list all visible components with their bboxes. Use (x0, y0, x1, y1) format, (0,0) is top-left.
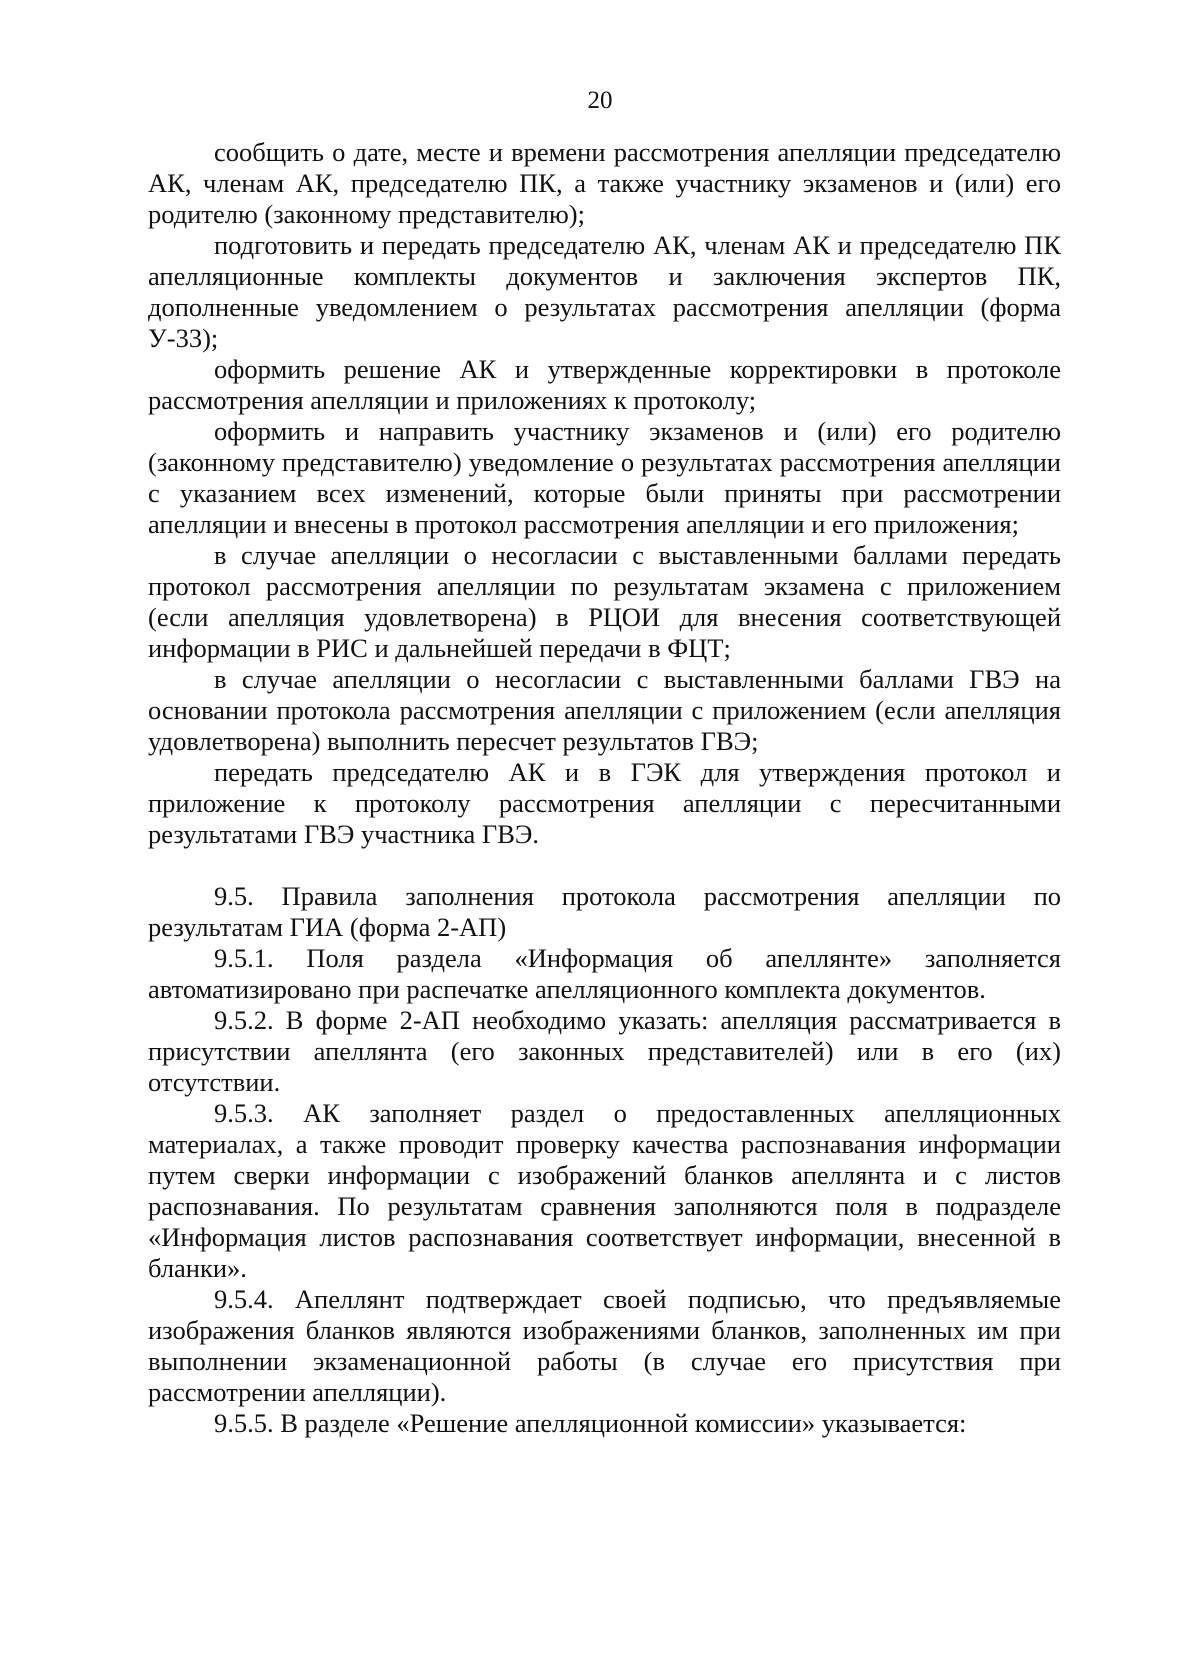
paragraph-recalculate-gve: в случае апелляции о несогласии с выставленными баллами ГВЭ на основании протокола рассмотрения апелляции с приложением (если апелляция удовлетворена) выполнить пересчет результатов ГВЭ; (148, 664, 1061, 756)
paragraph-9-5-1: 9.5.1. Поля раздела «Информация об апеллянте» заполняется автоматизировано при распечатке апелляционного комплекта документов. (148, 943, 1061, 1004)
paragraph-9-5-3: 9.5.3. АК заполняет раздел о предоставленных апелляционных материалах, а также проводит проверку качества распознавания информации путем сверки информации с изображений бланков апеллянта и с листов распознавания. По результатам сравнения заполняются поля в подразделе «Информация листов распознавания соответствует информации, внесенной в бланки». (148, 1098, 1061, 1283)
paragraph-9-5-2: 9.5.2. В форме 2-АП необходимо указать: апелляция рассматривается в присутствии апеллянта (его законных представителей) или в его (их) отсутствии. (148, 1005, 1061, 1097)
paragraph-prepare-documents: подготовить и передать председателю АК, членам АК и председателю ПК апелляционные комплекты документов и заключения экспертов ПК, дополненные уведомлением о результатах рассмотрения апелляции (форма У-33); (148, 230, 1061, 353)
section-heading-9-5: 9.5. Правила заполнения протокола рассмотрения апелляции по результатам ГИА (форма 2-АП) (148, 881, 1061, 942)
paragraph-transfer-to-gek: передать председателю АК и в ГЭК для утверждения протокол и приложение к протоколу рассмотрения апелляции с пересчитанными результатами ГВЭ участника ГВЭ. (148, 757, 1061, 849)
paragraph-send-notification: оформить и направить участнику экзаменов и (или) его родителю (законному представителю) уведомление о результатах рассмотрения апелляции с указанием всех изменений, которые были приняты при рассмотрении апелляции и внесены в протокол рассмотрения апелляции и его приложения; (148, 416, 1061, 539)
document-body (148, 137, 1061, 1439)
paragraph-9-5-4: 9.5.4. Апеллянт подтверждает своей подписью, что предъявляемые изображения бланков являются изображениями бланков, заполненных им при выполнении экзаменационной работы (в случае его присутствия при рассмотрении апелляции). (148, 1284, 1061, 1407)
paragraph-9-5-5: 9.5.5. В разделе «Решение апелляционной комиссии» указывается: (214, 1408, 967, 1438)
paragraph-formalize-decision: оформить решение АК и утвержденные корректировки в протоколе рассмотрения апелляции и приложениях к протоколу; (148, 354, 1061, 415)
paragraph-notify-date-place-time: сообщить о дате, месте и времени рассмотрения апелляции председателю АК, членам АК, председателю ПК, а также участнику экзаменов и (или) его родителю (законному представителю); (148, 137, 1061, 229)
page-number: 20 (587, 87, 613, 114)
paragraph-transfer-protocol-rcoi: в случае апелляции о несогласии с выставленными баллами передать протокол рассмотрения апелляции по результатам экзамена с приложением (если апелляция удовлетворена) в РЦОИ для внесения соответствующей информации в РИС и дальнейшей передачи в ФЦТ; (148, 540, 1061, 663)
